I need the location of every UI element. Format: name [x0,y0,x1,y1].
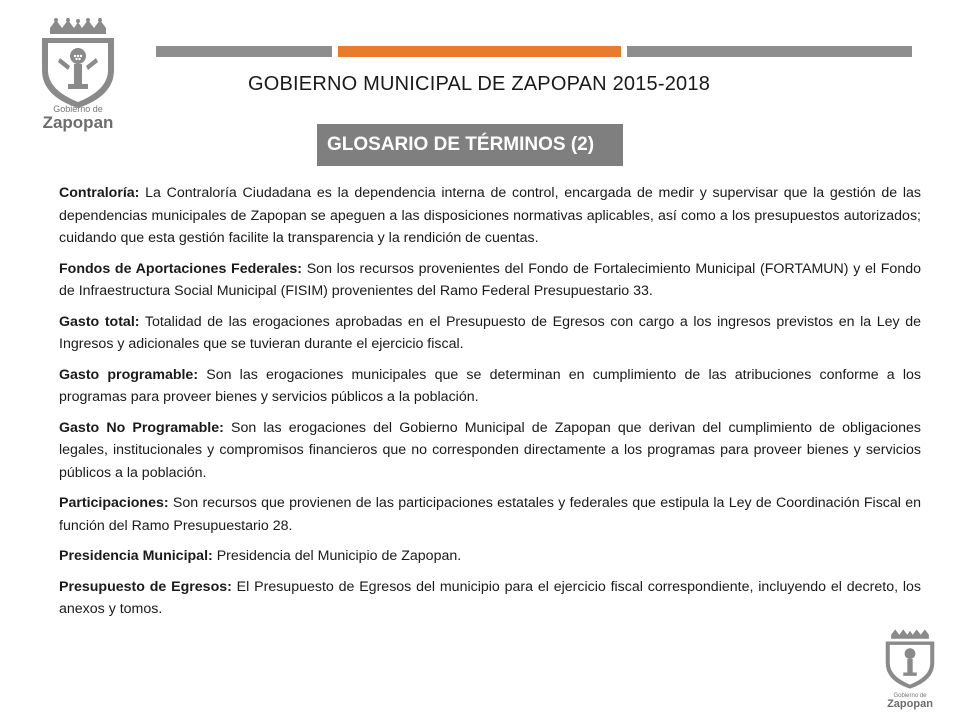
logo-wordmark [30,104,126,131]
glossary-entry-participaciones [59,492,921,537]
glossary-entry-fondos [59,258,921,303]
glossary-term: Fondos de Aportaciones Federales: [59,260,303,277]
glossary-term: Gasto No Programable: [59,419,224,436]
glossary-definition: Presidencia del Municipio de Zapopan. [212,548,462,564]
glossary-term: Presupuesto de Egresos: [59,578,232,595]
glossary-definition: Son las erogaciones municipales que se determinan en cumplimiento de las atribuciones conforme a los programas para proveer bienes y servicios públicos a la población. [59,366,922,405]
header-bar-right [627,46,912,57]
glossary-definition: Son las erogaciones del Gobierno Municipal de Zapopan que derivan del cumplimiento de obligaciones legales, institucionales y compromisos financieros que no corresponden directamente a los programas para proveer bienes y servicios públicos a la población. [59,419,921,481]
glossary-term: Participaciones: [59,495,169,511]
header-bar-left [156,46,332,57]
glossary-list [59,182,921,629]
glossary-term: Presidencia Municipal: [59,548,213,564]
glossary-entry-presupuesto [59,576,921,621]
glossary-entry-gasto-programable [59,364,921,409]
glossary-definition: Son recursos que provienen de las participaciones estatales y federales que estipula la Ley de Coordinación Fiscal en función del Ramo Presupuestario 28. [59,495,921,534]
glossary-definition: Son los recursos provenientes del Fondo de Fortalecimiento Municipal (FORTAMUN) y el Fondo de Infraestructura Social Municipal (FISIM) provenientes del Ramo Federal Presupuestario 33. [59,260,921,299]
coat-of-arms-icon [876,628,944,690]
page-title: GOBIERNO MUNICIPAL DE ZAPOPAN 2015-2018 [248,73,711,95]
glossary-term: Gasto programable: [59,366,199,383]
glossary-term: Contraloría: [59,185,140,201]
glossary-entry-gasto-total [59,311,921,356]
glossary-entry-presidencia [59,545,921,568]
glossary-entry-contraloria [59,182,921,250]
logo-small-text-top: Gobierno de [893,693,927,699]
logo-small-text-bottom: Zapopan [887,698,933,710]
section-heading: GLOSARIO DE TÉRMINOS (2) [317,124,623,166]
header-bar-accent [338,46,621,57]
zapopan-logo-small [876,628,944,710]
logo-text-bottom: Zapopan [42,113,114,132]
logo-text-top: Gobierno de [53,104,103,114]
glossary-entry-gasto-no-programable [59,417,921,485]
glossary-definition: Totalidad de las erogaciones aprobadas en el Presupuesto de Egresos con cargo a los ingresos previstos en la Ley de Ingresos y adicionales que se tuvieran durante el ejercicio fiscal. [59,313,921,352]
glossary-definition: El Presupuesto de Egresos del municipio para el ejercicio fiscal correspondiente, incluyendo el decreto, los anexos y tomos. [59,578,921,617]
glossary-definition: La Contraloría Ciudadana es la dependencia interna de control, encargada de medir y supervisar que la gestión de las dependencias municipales de Zapopan se apeguen a las disposiciones normativas aplicables, así como a los presupuestos autorizados; cuidando que esta gestión facilite la transparencia y la rendición de cuentas. [59,185,921,246]
glossary-term: Gasto total: [59,313,140,330]
